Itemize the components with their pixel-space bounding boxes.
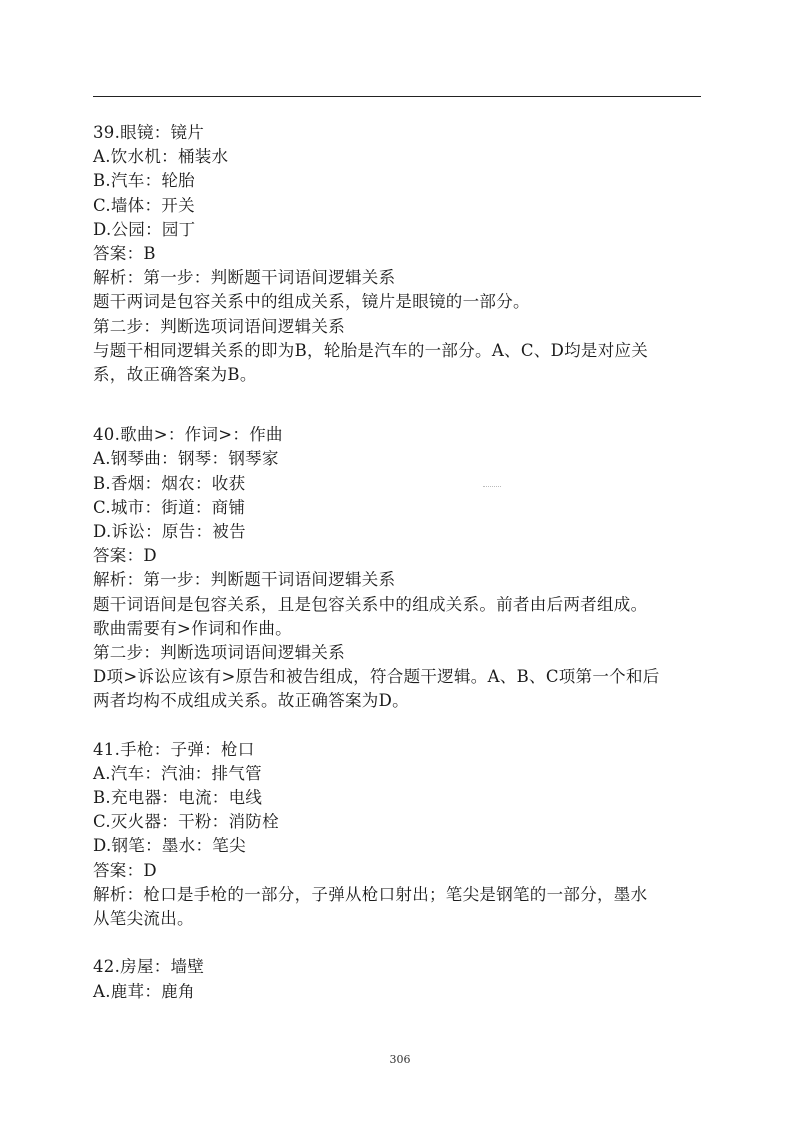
page-number: 306	[389, 1053, 411, 1066]
question-41	[93, 738, 705, 932]
analysis-line: 系，故正确答案为B。	[93, 365, 257, 385]
question-42	[93, 955, 705, 1003]
analysis-line: 第二步：判断选项词语间逻辑关系	[93, 643, 345, 663]
option-c: C.灭火器：干粉：消防栓	[93, 812, 279, 832]
option-c: C.墙体：开关	[93, 195, 195, 215]
analysis-line: 解析：第一步：判断题干词语间逻辑关系	[93, 570, 396, 590]
page-content	[93, 121, 705, 1004]
option-b: B.汽车：轮胎	[93, 171, 195, 191]
option-a: A.钢琴曲：钢琴：钢琴家	[93, 449, 279, 469]
question-stem: 39.眼镜：镜片	[93, 123, 205, 142]
option-d: D.钢笔：墨水：笔尖	[93, 836, 246, 856]
analysis-line: 解析：第一步：判断题干词语间逻辑关系	[93, 268, 396, 288]
question-stem: 42.房屋：墙壁	[93, 957, 205, 977]
analysis-line: 与题干相同逻辑关系的即为B，轮胎是汽车的一部分。A、C、D均是对应关	[93, 340, 649, 360]
analysis-line: 题干词语间是包容关系，且是包容关系中的组成关系。前者由后两者组成。	[93, 594, 648, 614]
analysis-line: 题干两词是包容关系中的组成关系，镜片是眼镜的一部分。	[93, 292, 530, 312]
answer: 答案：D	[93, 860, 157, 880]
question-stem: 40.歌曲>：作词>：作曲	[93, 425, 283, 445]
option-d: D.公园：园丁	[93, 219, 196, 239]
answer: 答案：D	[93, 546, 157, 566]
option-a: A.汽车：汽油：排气管	[93, 763, 262, 783]
analysis-line: D项>诉讼应该有>原告和被告组成，符合题干逻辑。A、B、C项第一个和后	[93, 667, 660, 687]
analysis-line: 两者均构不成组成关系。故正确答案为D。	[93, 691, 409, 711]
spacer	[93, 931, 705, 955]
question-stem: 41.手枪：子弹：枪口	[93, 739, 255, 759]
option-b: B.充电器：电流：电线	[93, 788, 263, 808]
question-40	[93, 423, 705, 713]
option-b: B.香烟：烟农：收获	[93, 473, 246, 493]
analysis-line: 第二步：判断选项词语间逻辑关系	[93, 316, 345, 336]
header-rule	[93, 96, 701, 97]
analysis-line: 从笔尖流出。	[93, 909, 194, 929]
question-39	[93, 121, 705, 387]
spacer	[93, 387, 705, 423]
option-c: C.城市：街道：商铺	[93, 497, 246, 517]
option-a: A.饮水机：桶装水	[93, 147, 229, 167]
analysis-line: 歌曲需要有>作词和作曲。	[93, 618, 292, 638]
answer: 答案：B	[93, 244, 156, 264]
analysis-line: 解析：枪口是手枪的一部分，子弹从枪口射出；笔尖是钢笔的一部分，墨水	[93, 884, 648, 904]
option-a: A.鹿茸：鹿角	[93, 981, 195, 1001]
option-d: D.诉讼：原告：被告	[93, 522, 246, 542]
spacer	[93, 714, 705, 738]
